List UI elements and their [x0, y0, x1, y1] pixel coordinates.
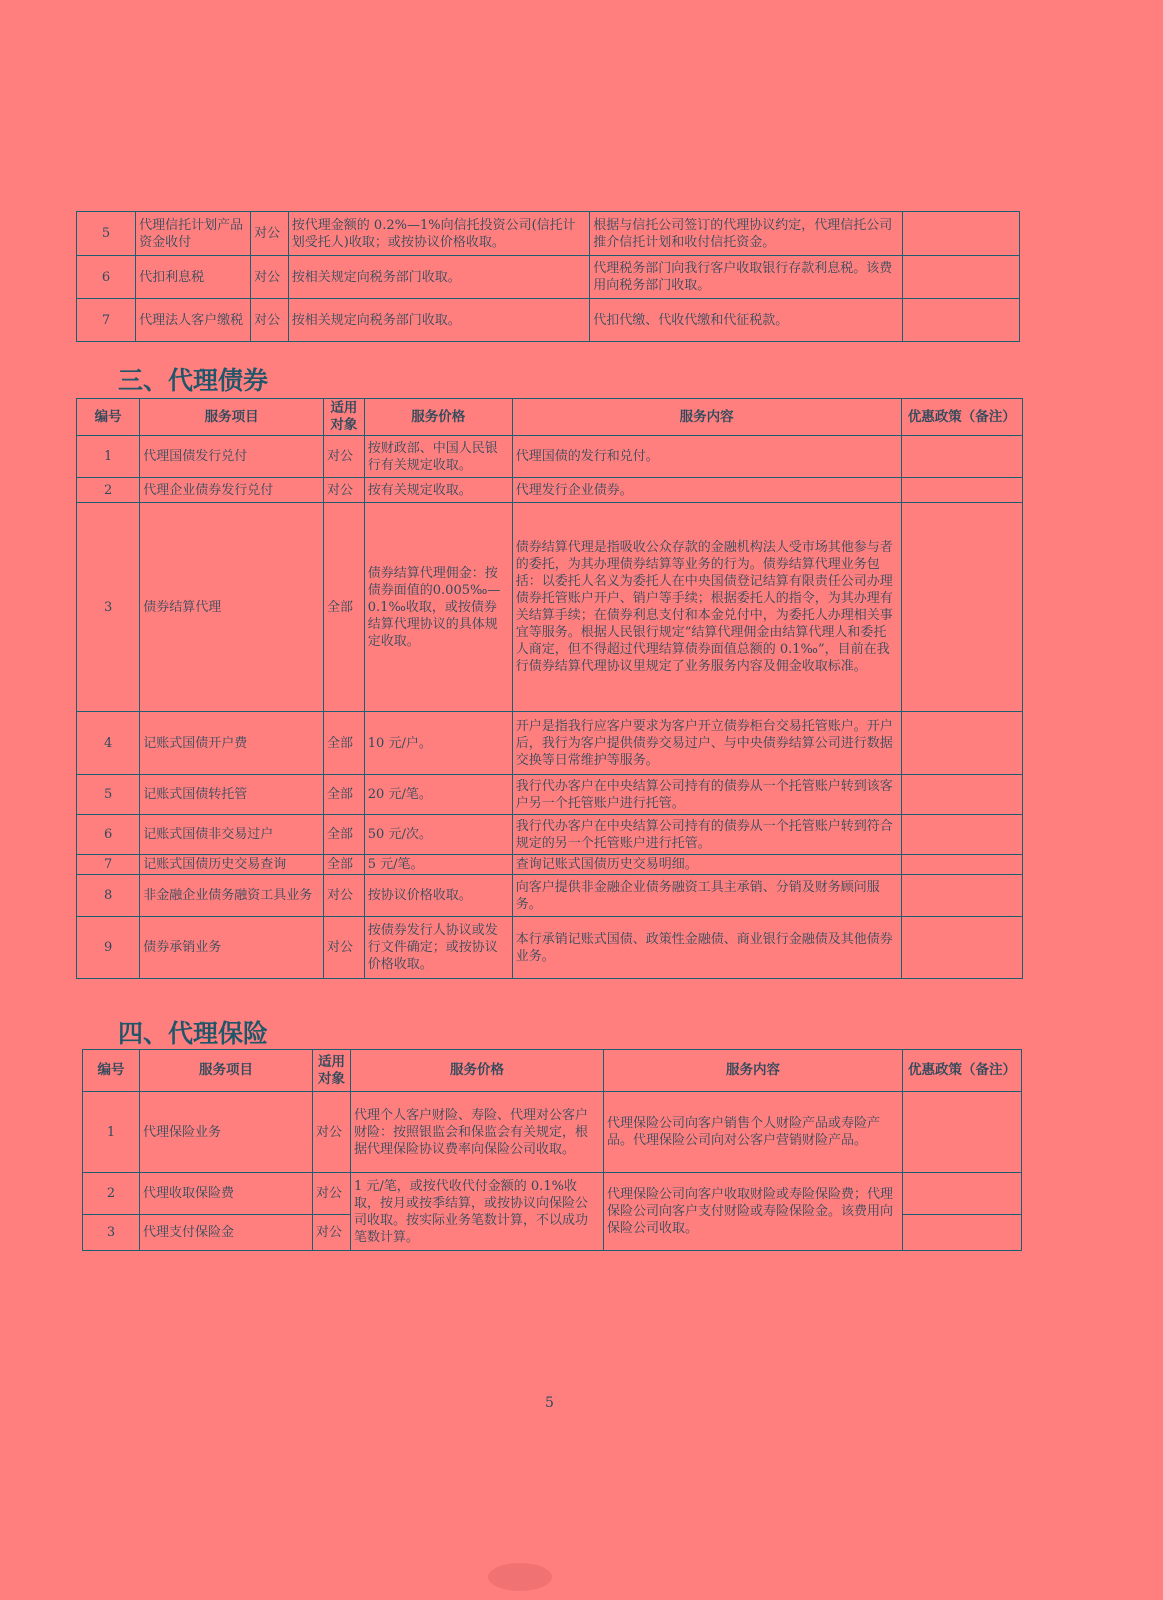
row-note: [901, 815, 1022, 855]
row-item: 非金融企业债务融资工具业务: [140, 875, 324, 917]
row-no: 1: [77, 436, 140, 478]
row-target: 对公: [313, 1215, 351, 1251]
header-note: 优惠政策（备注）: [903, 1050, 1022, 1092]
table-row: [77, 712, 1023, 775]
row-no: 7: [77, 299, 136, 342]
row-price: 按相关规定向税务部门收取。: [288, 256, 589, 299]
row-target: 对公: [323, 917, 364, 979]
row-target: 对公: [323, 875, 364, 917]
row-content: 查询记账式国债历史交易明细。: [512, 855, 901, 875]
row-no: 9: [77, 917, 140, 979]
header-no: 编号: [77, 399, 140, 436]
table-header-row: [77, 399, 1023, 436]
row-note: [901, 503, 1022, 712]
table-row: [77, 875, 1023, 917]
row-price: 1 元/笔，或按代收代付金额的 0.1%收取，按月或按季结算，或按协议向保险公司收取。按实际业务笔数计算，不以成功笔数计算。: [351, 1173, 604, 1251]
row-price: 20 元/笔。: [364, 775, 512, 815]
row-target: 对公: [313, 1173, 351, 1215]
row-note: [901, 775, 1022, 815]
header-item: 服务项目: [140, 1050, 313, 1092]
row-note: [902, 212, 1019, 256]
row-price: 债券结算代理佣金：按债券面值的0.005‰—0.1‰收取，或按债券结算代理协议的具体规定收取。: [364, 503, 512, 712]
table-row: [77, 775, 1023, 815]
table-row: [77, 436, 1023, 478]
row-item: 代理信托计划产品资金收付: [136, 212, 251, 256]
row-content: 代理税务部门向我行客户收取银行存款利息税。该费用向税务部门收取。: [590, 256, 903, 299]
row-target: 全部: [323, 855, 364, 875]
header-price: 服务价格: [364, 399, 512, 436]
row-content: 债券结算代理是指吸收公众存款的金融机构法人受市场其他参与者的委托，为其办理债券结算等业务的行为。债券结算代理业务包括：以委托人名义为委托人在中央国债登记结算有限责任公司办理债券托管账户开户、销户等手续；根据委托人的指令，为其办理有关结算手续；在债券利息支付和本金兑付中，为委托人办理相关事宜等服务。根据人民银行规定“结算代理佣金由结算代理人和委托人商定，但不得超过代理结算债券面值总额的 0.1‰”，目前在我行债券结算代理协议里规定了业务服务内容及佣金收取标准。: [512, 503, 901, 712]
page-number: 5: [545, 1395, 554, 1411]
row-target: 全部: [323, 815, 364, 855]
table-header-row: [83, 1050, 1022, 1092]
row-target: 对公: [251, 256, 289, 299]
row-target: 对公: [313, 1092, 351, 1173]
row-no: 7: [77, 855, 140, 875]
table-row: [77, 256, 1020, 299]
section-title-insurance: 四、代理保险: [118, 1019, 269, 1048]
row-no: 6: [77, 256, 136, 299]
row-price: 按协议价格收取。: [364, 875, 512, 917]
row-note: [902, 256, 1019, 299]
row-note: [901, 875, 1022, 917]
row-item: 代理支付保险金: [140, 1215, 313, 1251]
row-content: 代理发行企业债券。: [512, 478, 901, 503]
row-item: 代理企业债券发行兑付: [140, 478, 324, 503]
header-content: 服务内容: [604, 1050, 903, 1092]
header-target: 适用对象: [323, 399, 364, 436]
row-note: [901, 917, 1022, 979]
row-content: 代理保险公司向客户销售个人财险产品或寿险产品。代理保险公司向对公客户营销财险产品。: [604, 1092, 903, 1173]
row-no: 1: [83, 1092, 140, 1173]
row-item: 记账式国债转托管: [140, 775, 324, 815]
row-price: 按债券发行人协议或发行文件确定；或按协议价格收取。: [364, 917, 512, 979]
row-price: 按相关规定向税务部门收取。: [288, 299, 589, 342]
row-price: 按代理金额的 0.2%—1%向信托投资公司(信托计划受托人)收取；或按协议价格收取。: [288, 212, 589, 256]
scan-smudge: [488, 1563, 552, 1591]
row-target: 对公: [323, 436, 364, 478]
header-item: 服务项目: [140, 399, 324, 436]
section-title-bonds: 三、代理债券: [118, 366, 269, 395]
header-content: 服务内容: [512, 399, 901, 436]
table-row: [83, 1173, 1022, 1215]
table-row: [77, 503, 1023, 712]
row-no: 3: [83, 1215, 140, 1251]
row-no: 2: [77, 478, 140, 503]
row-note: [901, 712, 1022, 775]
row-content: 本行承销记账式国债、政策性金融债、商业银行金融债及其他债券业务。: [512, 917, 901, 979]
row-item: 代理收取保险费: [140, 1173, 313, 1215]
table-row: [77, 299, 1020, 342]
row-price: 50 元/次。: [364, 815, 512, 855]
row-no: 8: [77, 875, 140, 917]
row-content: 开户是指我行应客户要求为客户开立债券柜台交易托管账户。开户后，我行为客户提供债券交易过户、与中央债券结算公司进行数据交换等日常维护等服务。: [512, 712, 901, 775]
row-target: 对公: [251, 212, 289, 256]
row-no: 3: [77, 503, 140, 712]
row-price: 10 元/户。: [364, 712, 512, 775]
row-price: 5 元/笔。: [364, 855, 512, 875]
row-item: 记账式国债开户费: [140, 712, 324, 775]
row-no: 5: [77, 212, 136, 256]
table-row: [77, 478, 1023, 503]
row-no: 6: [77, 815, 140, 855]
row-content: 代扣代缴、代收代缴和代征税款。: [590, 299, 903, 342]
header-no: 编号: [83, 1050, 140, 1092]
row-note: [903, 1173, 1022, 1215]
row-item: 代理法人客户缴税: [136, 299, 251, 342]
table-row: [83, 1092, 1022, 1173]
row-note: [903, 1215, 1022, 1251]
row-target: 全部: [323, 503, 364, 712]
row-content: 根据与信托公司签订的代理协议约定，代理信托公司推介信托计划和收付信托资金。: [590, 212, 903, 256]
row-price: 按财政部、中国人民银行有关规定收取。: [364, 436, 512, 478]
header-target: 适用对象: [313, 1050, 351, 1092]
row-no: 4: [77, 712, 140, 775]
row-content: 我行代办客户在中央结算公司持有的债券从一个托管账户转到符合规定的另一个托管账户进行托管。: [512, 815, 901, 855]
row-target: 对公: [251, 299, 289, 342]
table-row: [77, 815, 1023, 855]
row-no: 2: [83, 1173, 140, 1215]
row-item: 代理国债发行兑付: [140, 436, 324, 478]
table-row: [77, 212, 1020, 256]
row-target: 对公: [323, 478, 364, 503]
row-item: 代理保险业务: [140, 1092, 313, 1173]
row-item: 代扣利息税: [136, 256, 251, 299]
table-agency-bonds: [76, 398, 1023, 979]
row-note: [901, 436, 1022, 478]
row-note: [903, 1092, 1022, 1173]
row-content: 代理保险公司向客户收取财险或寿险保险费；代理保险公司向客户支付财险或寿险保险金。该费用向保险公司收取。: [604, 1173, 903, 1251]
row-price: 代理个人客户财险、寿险、代理对公客户财险：按照银监会和保监会有关规定，根据代理保险协议费率向保险公司收取。: [351, 1092, 604, 1173]
row-item: 记账式国债历史交易查询: [140, 855, 324, 875]
header-price: 服务价格: [351, 1050, 604, 1092]
row-note: [901, 855, 1022, 875]
table-agency-insurance: [82, 1049, 1022, 1251]
row-content: 代理国债的发行和兑付。: [512, 436, 901, 478]
row-note: [901, 478, 1022, 503]
row-no: 5: [77, 775, 140, 815]
table-row: [77, 855, 1023, 875]
row-price: 按有关规定收取。: [364, 478, 512, 503]
row-content: 向客户提供非金融企业债务融资工具主承销、分销及财务顾问服务。: [512, 875, 901, 917]
header-note: 优惠政策（备注）: [901, 399, 1022, 436]
table-row: [77, 917, 1023, 979]
table-agency-services-continued: [76, 211, 1020, 342]
row-note: [902, 299, 1019, 342]
row-item: 记账式国债非交易过户: [140, 815, 324, 855]
row-target: 全部: [323, 775, 364, 815]
row-item: 债券结算代理: [140, 503, 324, 712]
row-item: 债券承销业务: [140, 917, 324, 979]
row-content: 我行代办客户在中央结算公司持有的债券从一个托管账户转到该客户另一个托管账户进行托管。: [512, 775, 901, 815]
row-target: 全部: [323, 712, 364, 775]
